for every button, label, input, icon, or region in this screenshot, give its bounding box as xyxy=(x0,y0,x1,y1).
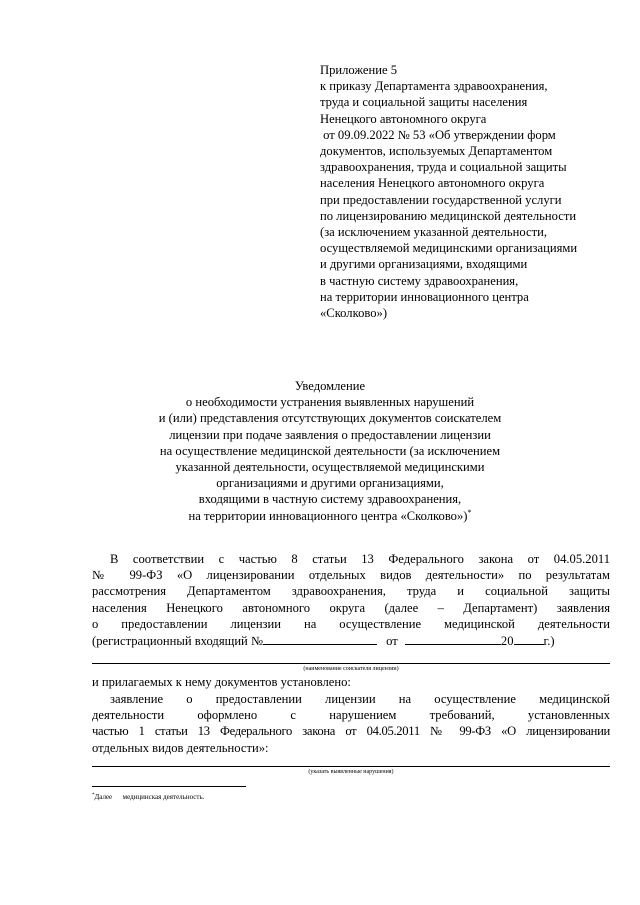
body-line: деятельности оформлено с нарушением требований, установленных xyxy=(92,708,610,723)
reg-number-field[interactable] xyxy=(263,632,377,645)
annex-line: от 09.09.2022 № 53 «Об утверждении форм xyxy=(320,127,556,142)
body-line: о предоставлении лицензии на осуществление медицинской деятельности xyxy=(92,616,610,631)
paragraph-3 xyxy=(92,691,610,756)
notice-heading: Уведомление xyxy=(294,379,366,393)
body-line: частью 1 статьи 13 Федерального закона от 04.05.2011 № 99-ФЗ «О лицензировании xyxy=(92,724,610,739)
annex-line: Ненецкого автономного округа xyxy=(320,111,487,126)
footnote-ref-mark: * xyxy=(467,507,472,517)
reg-prefix: (регистрационный входящий № xyxy=(92,633,263,648)
body-line: заявление о предоставлении лицензии на осуществление медицинской xyxy=(110,692,610,706)
notice-line: входящими в частную систему здравоохранения, xyxy=(198,492,462,507)
body-line: В соответствии с частью 8 статьи 13 Федерального закона от 04.05.2011 xyxy=(110,552,610,566)
notice-line: о необходимости устранения выявленных нарушений xyxy=(185,395,475,410)
footnote-mark: * xyxy=(92,793,95,798)
footnote xyxy=(92,793,204,802)
annex-line: при предоставлении государственной услуги xyxy=(320,192,562,207)
violations-caption: (указать выявленные нарушения) xyxy=(308,769,394,775)
body-line: отдельных видов деятельности»: xyxy=(92,740,269,755)
annex-line: здравоохранения, труда и социальной защиты xyxy=(320,160,567,175)
footnote-text: Далее медицинская деятельность. xyxy=(94,793,205,801)
annex-line: осуществляемой медицинскими организациями xyxy=(320,241,578,256)
notice-line: организациями и другими организациями, xyxy=(216,476,444,491)
paragraph-2 xyxy=(92,674,610,690)
applicant-caption: (наименование соискателя лицензии) xyxy=(303,666,399,672)
notice-line: на осуществление медицинской деятельности (за исключением xyxy=(159,443,501,458)
paragraph-1 xyxy=(92,551,610,649)
annex-line: населения Ненецкого автономного округа xyxy=(320,176,545,191)
notice-title-block xyxy=(140,378,520,524)
notice-line-text: на территории инновационного центра «Сколково») xyxy=(188,508,468,523)
notice-line: лицензии при подаче заявления о предоставлении лицензии xyxy=(169,427,491,442)
annex-line: и другими организациями, входящими xyxy=(320,257,528,272)
annex-line: по лицензированию медицинской деятельности xyxy=(320,208,577,223)
annex-line: труда и социальной защиты населения xyxy=(320,95,528,110)
annex-line: (за исключением указанной деятельности, xyxy=(320,225,547,240)
notice-line: указанной деятельности, осуществляемой медицинскими xyxy=(175,460,485,475)
body-line: и прилагаемых к нему документов установлено: xyxy=(92,675,351,689)
body-line: населения Ненецкого автономного округа (далее – Департамент) заявления xyxy=(92,600,610,615)
annex-line: документов, используемых Департаментом xyxy=(320,144,553,159)
annex-block xyxy=(320,62,620,321)
notice-line-last xyxy=(140,508,520,524)
notice-line: и (или) представления отсутствующих документов соискателем xyxy=(158,411,502,426)
annex-line: к приказу Департамента здравоохранения, xyxy=(320,79,548,94)
reg-year-field[interactable] xyxy=(514,632,544,645)
body-line: рассмотрения Департаментом здравоохранения, труда и социальной защиты xyxy=(92,584,610,599)
annex-line: в частную систему здравоохранения, xyxy=(320,273,519,288)
reg-date-field[interactable] xyxy=(405,632,501,645)
annex-line: на территории инновационного центра xyxy=(320,289,529,304)
registration-line xyxy=(92,632,610,649)
reg-suffix: г.) xyxy=(543,633,555,648)
reg-from-label: от xyxy=(386,633,398,648)
body-line: № 99-ФЗ «О лицензировании отдельных видов деятельности» по результатам xyxy=(92,568,610,583)
violations-field-line[interactable] xyxy=(92,766,610,767)
annex-line: Приложение 5 xyxy=(320,63,398,77)
reg-year-prefix: 20 xyxy=(500,633,514,648)
footnote-separator xyxy=(92,786,246,787)
annex-line: «Сколково») xyxy=(320,306,388,321)
applicant-field-line[interactable] xyxy=(92,663,610,664)
